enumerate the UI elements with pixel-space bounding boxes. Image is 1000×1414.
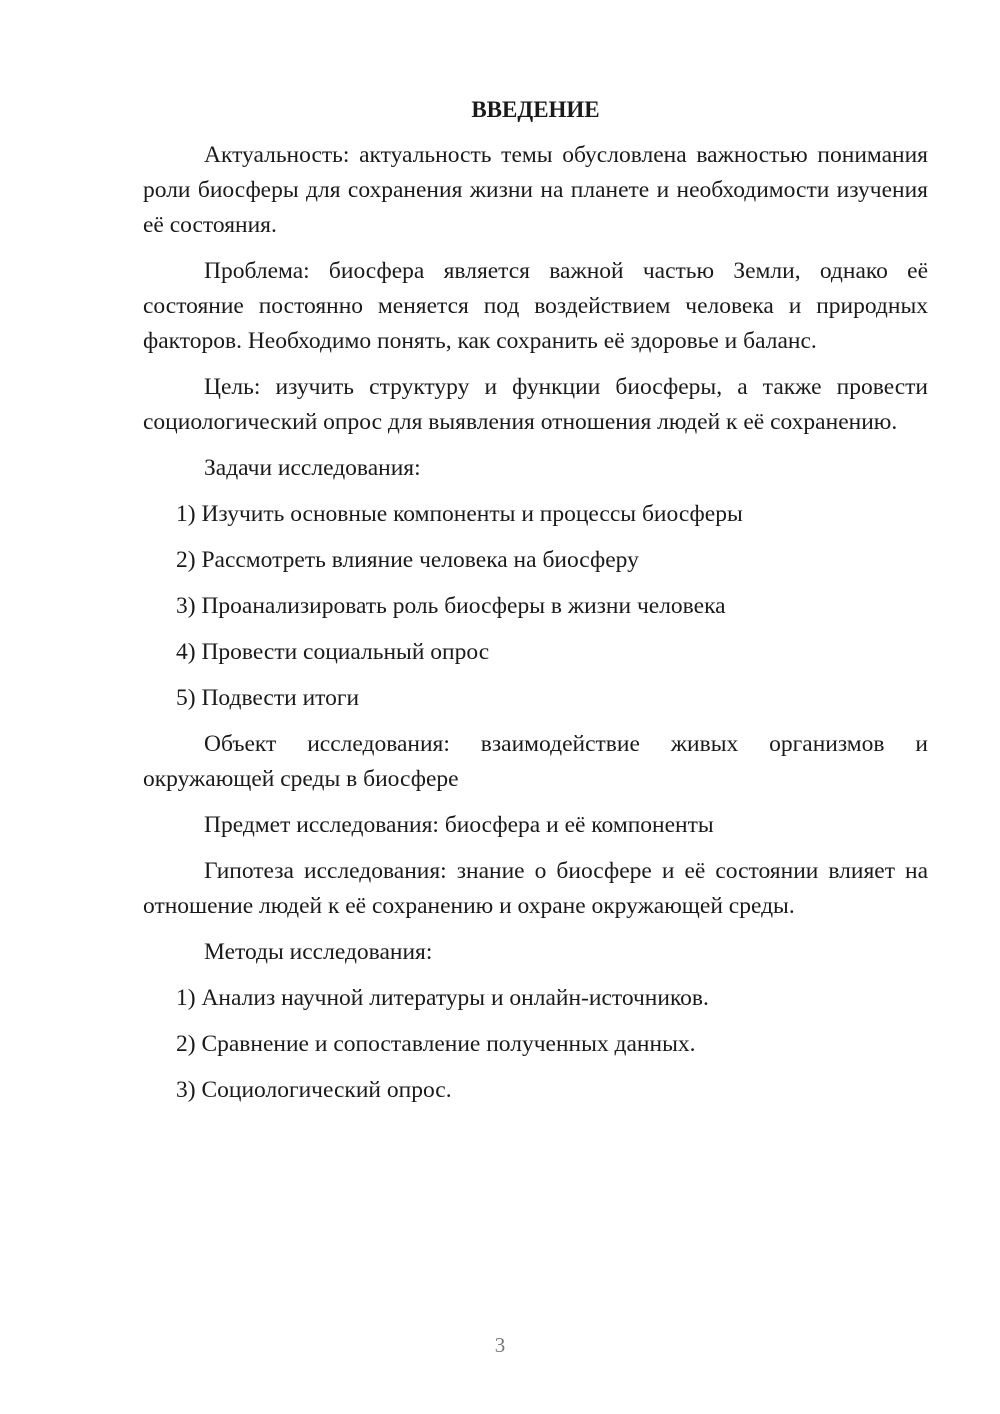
task-item: 5) Подвести итоги <box>176 685 360 711</box>
relevance-paragraph: Актуальность: актуальность темы обусловлена важностью понимания роли биосферы для сохранения жизни на планете и необходимости изучения её состояния. <box>143 142 928 238</box>
page-number: 3 <box>494 1333 506 1357</box>
methods-heading: Методы исследования: <box>204 939 433 965</box>
method-item: 2) Сравнение и сопоставление полученных данных. <box>176 1031 696 1057</box>
method-item: 1) Анализ научной литературы и онлайн-источников. <box>176 985 709 1011</box>
subject-paragraph: Предмет исследования: биосфера и её компоненты <box>204 812 714 838</box>
task-item: 4) Провести социальный опрос <box>176 639 490 665</box>
tasks-heading: Задачи исследования: <box>204 455 421 481</box>
task-item: 2) Рассмотреть влияние человека на биосферу <box>176 547 639 573</box>
object-paragraph: Объект исследования: взаимодействие живых организмов и окружающей среды в биосфере <box>143 731 928 792</box>
goal-paragraph: Цель: изучить структуру и функции биосферы, а также провести социологический опрос для выявления отношения людей к её сохранению. <box>143 374 928 435</box>
problem-paragraph: Проблема: биосфера является важной частью Земли, однако её состояние постоянно меняется под воздействием человека и природных факторов. Необходимо понять, как сохранить её здоровье и баланс. <box>143 258 928 354</box>
hypothesis-paragraph: Гипотеза исследования: знание о биосфере и её состоянии влияет на отношение людей к её сохранению и охране окружающей среды. <box>143 858 928 919</box>
task-item: 3) Проанализировать роль биосферы в жизни человека <box>176 593 726 619</box>
section-title: ВВЕДЕНИЕ <box>471 97 600 122</box>
task-item: 1) Изучить основные компоненты и процессы биосферы <box>176 501 743 527</box>
method-item: 3) Социологический опрос. <box>176 1077 452 1103</box>
page-content <box>143 92 928 1119</box>
